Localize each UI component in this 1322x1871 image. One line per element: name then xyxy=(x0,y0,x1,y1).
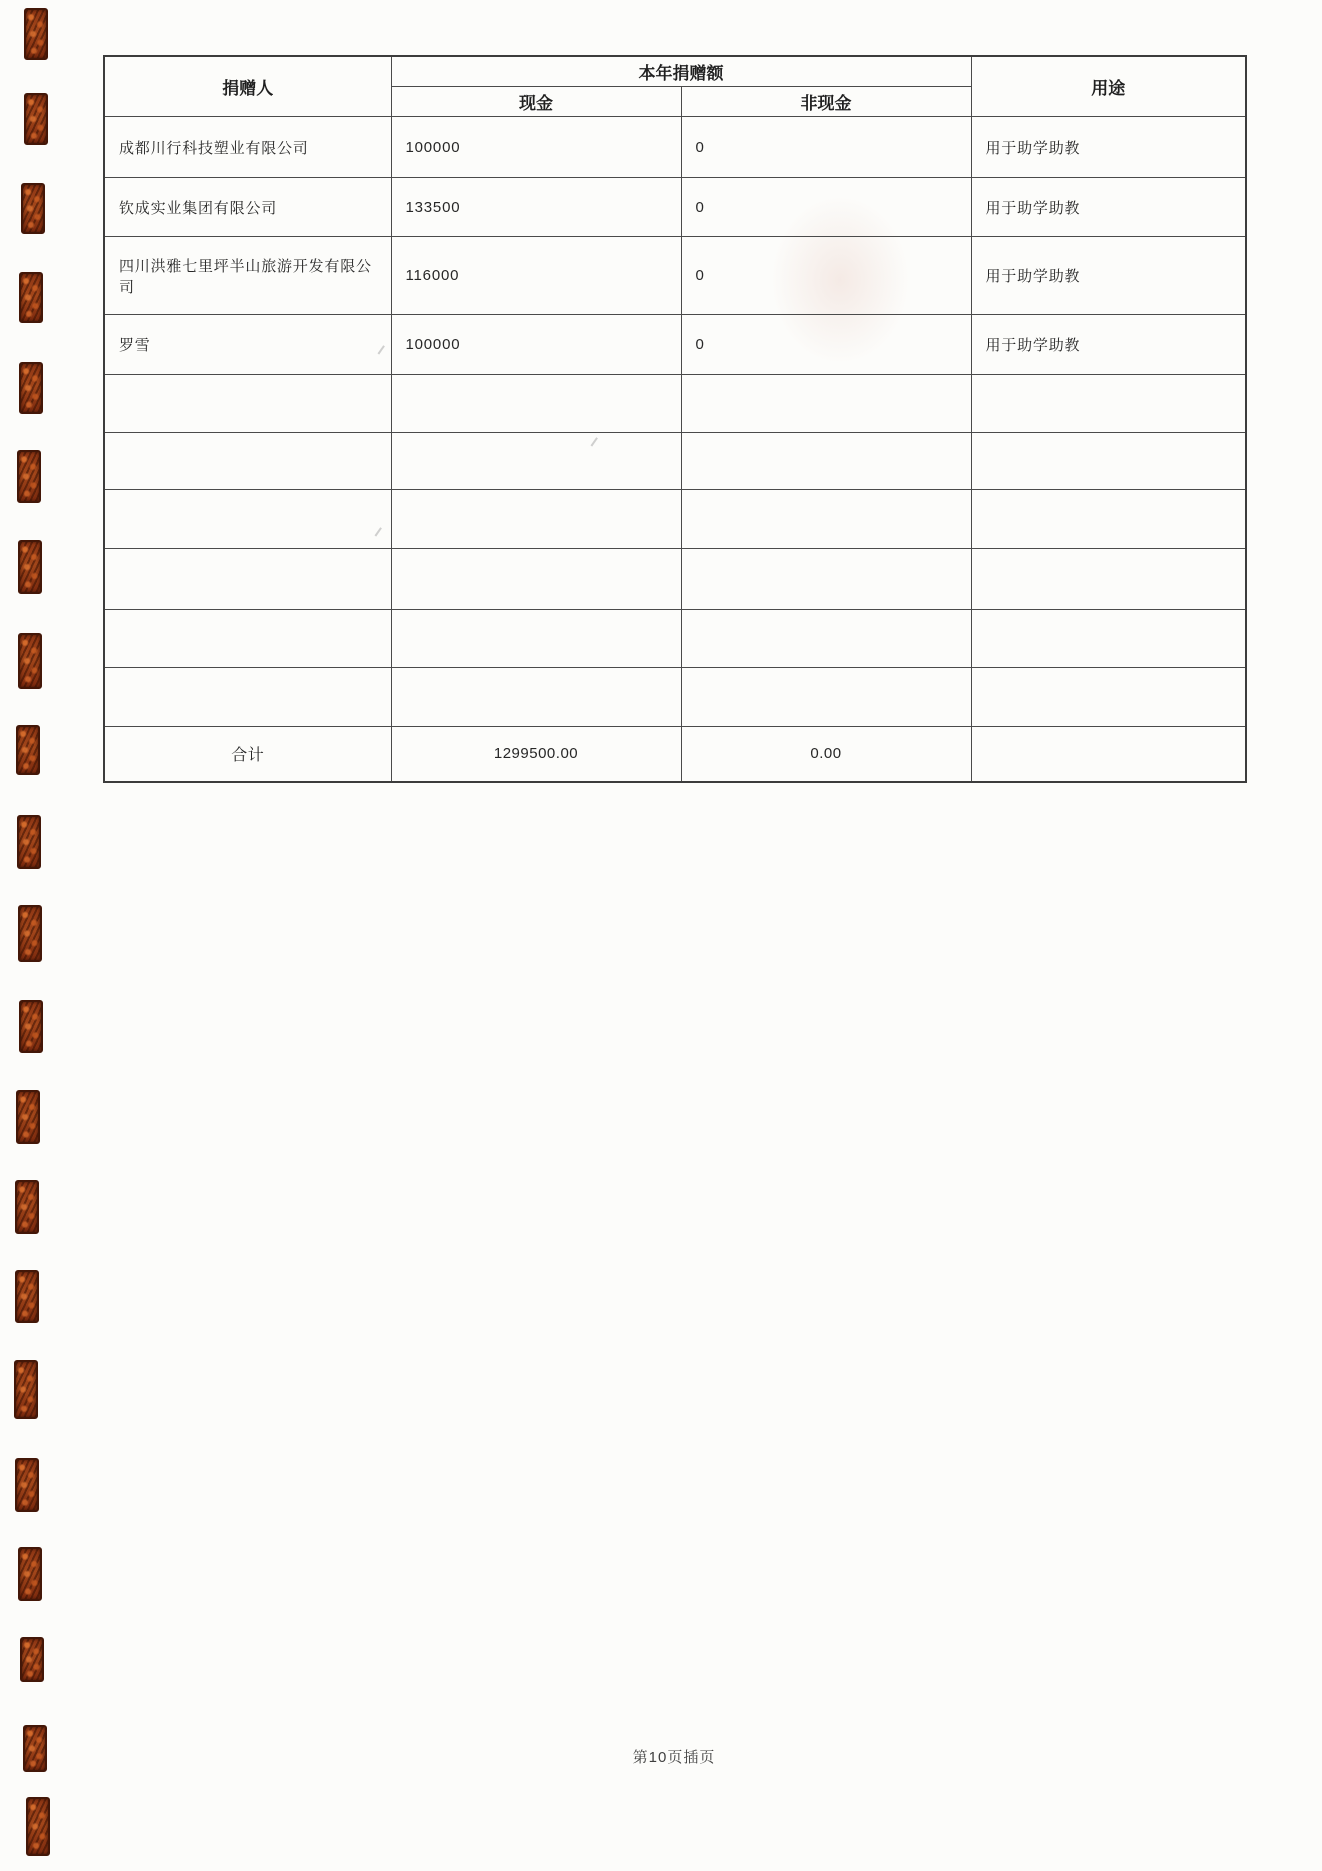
noncash-cell xyxy=(681,433,971,490)
noncash-cell: 0 xyxy=(681,315,971,375)
donor-cell xyxy=(104,668,391,727)
binding-mark xyxy=(15,1458,39,1512)
col-header-purpose: 用途 xyxy=(971,56,1246,117)
donor-cell xyxy=(104,433,391,490)
donor-cell xyxy=(104,490,391,549)
cash-cell xyxy=(391,433,681,490)
total-row xyxy=(104,727,1246,782)
donor-cell: 罗雪 xyxy=(104,315,391,375)
total-label: 合计 xyxy=(104,727,391,782)
purpose-cell xyxy=(971,668,1246,727)
cash-cell xyxy=(391,490,681,549)
binding-mark xyxy=(17,815,41,869)
purpose-cell: 用于助学助教 xyxy=(971,315,1246,375)
col-header-year-amount: 本年捐赠额 xyxy=(391,56,971,87)
total-cash: 1299500.00 xyxy=(391,727,681,782)
noncash-cell xyxy=(681,610,971,668)
purpose-cell xyxy=(971,490,1246,549)
donor-cell xyxy=(104,375,391,433)
purpose-cell: 用于助学助教 xyxy=(971,237,1246,315)
table-row xyxy=(104,315,1246,375)
table-row xyxy=(104,237,1246,315)
purpose-cell: 用于助学助教 xyxy=(971,117,1246,178)
binding-mark xyxy=(19,1000,43,1053)
binding-mark xyxy=(18,905,42,962)
table-row-empty xyxy=(104,433,1246,490)
page-footer: 第10页插页 xyxy=(632,1749,716,1766)
noncash-cell: 0 xyxy=(681,237,971,315)
purpose-cell xyxy=(971,549,1246,610)
purpose-cell xyxy=(971,610,1246,668)
binding-mark xyxy=(16,725,40,775)
cash-cell: 133500 xyxy=(391,178,681,237)
table-row-empty xyxy=(104,549,1246,610)
noncash-cell: 0 xyxy=(681,117,971,178)
noncash-cell xyxy=(681,375,971,433)
binding-mark xyxy=(24,93,48,145)
cash-cell: 116000 xyxy=(391,237,681,315)
binding-mark xyxy=(26,1797,50,1856)
donor-cell xyxy=(104,549,391,610)
binding-mark xyxy=(15,1180,39,1234)
table-row-empty xyxy=(104,375,1246,433)
cash-cell xyxy=(391,668,681,727)
binding-mark xyxy=(20,1637,44,1682)
donor-cell: 成都川行科技塑业有限公司 xyxy=(104,117,391,178)
donor-cell: 钦成实业集团有限公司 xyxy=(104,178,391,237)
donor-cell xyxy=(104,610,391,668)
purpose-cell xyxy=(971,375,1246,433)
binding-mark xyxy=(18,1547,42,1601)
col-header-donor: 捐赠人 xyxy=(104,56,391,117)
cash-cell: 100000 xyxy=(391,117,681,178)
cash-cell: 100000 xyxy=(391,315,681,375)
binding-mark xyxy=(23,1725,47,1772)
binding-mark xyxy=(16,1090,40,1144)
table-row-empty xyxy=(104,668,1246,727)
noncash-cell xyxy=(681,668,971,727)
cash-cell xyxy=(391,375,681,433)
total-noncash: 0.00 xyxy=(681,727,971,782)
total-purpose xyxy=(971,727,1246,782)
table-row-empty xyxy=(104,610,1246,668)
binding-mark xyxy=(18,540,42,594)
binding-mark xyxy=(19,272,43,323)
binding-mark xyxy=(18,633,42,689)
purpose-cell: 用于助学助教 xyxy=(971,178,1246,237)
cash-cell xyxy=(391,549,681,610)
cash-cell xyxy=(391,610,681,668)
table-row xyxy=(104,178,1246,237)
table-row xyxy=(104,117,1246,178)
noncash-cell xyxy=(681,490,971,549)
purpose-cell xyxy=(971,433,1246,490)
binding-mark xyxy=(15,1270,39,1323)
binding-mark xyxy=(24,8,48,60)
col-header-noncash: 非现金 xyxy=(681,87,971,117)
noncash-cell: 0 xyxy=(681,178,971,237)
binding-mark xyxy=(17,450,41,503)
donor-cell: 四川洪雅七里坪半山旅游开发有限公司 xyxy=(104,237,391,315)
binding-mark xyxy=(19,362,43,414)
noncash-cell xyxy=(681,549,971,610)
table-row-empty xyxy=(104,490,1246,549)
binding-mark xyxy=(21,183,45,234)
donation-table xyxy=(103,55,1247,783)
binding-mark xyxy=(14,1360,38,1419)
col-header-cash: 现金 xyxy=(391,87,681,117)
